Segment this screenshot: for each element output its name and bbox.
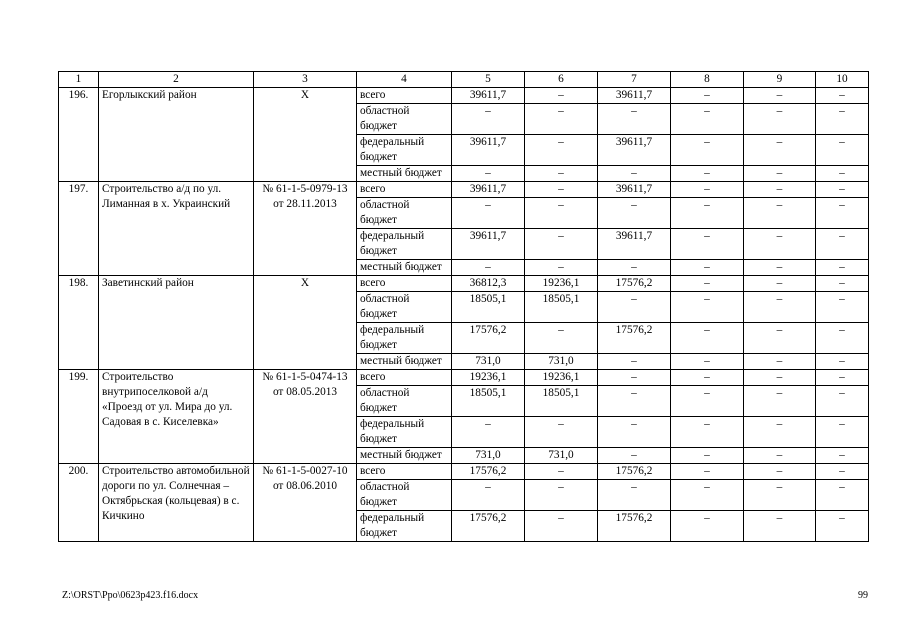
value-cell: –: [816, 480, 869, 511]
value-cell: –: [816, 511, 869, 542]
header-cell: 6: [525, 72, 598, 88]
value-cell: –: [744, 480, 816, 511]
value-cell: –: [525, 198, 598, 229]
header-row: [59, 72, 869, 88]
value-cell: –: [744, 417, 816, 448]
value-cell: 731,0: [452, 448, 525, 464]
value-cell: –: [525, 323, 598, 354]
value-cell: –: [598, 260, 671, 276]
funding-type: областной бюджет: [357, 480, 452, 511]
value-cell: –: [816, 260, 869, 276]
value-cell: –: [598, 104, 671, 135]
value-cell: 39611,7: [452, 229, 525, 260]
funding-type: всего: [357, 464, 452, 480]
value-cell: –: [816, 104, 869, 135]
value-cell: –: [452, 198, 525, 229]
value-cell: –: [525, 182, 598, 198]
funding-type: федеральный бюджет: [357, 229, 452, 260]
entry-document: № 61-1-5-0474-13 от 08.05.2013: [254, 370, 357, 464]
value-cell: 17576,2: [452, 464, 525, 480]
value-cell: –: [744, 511, 816, 542]
value-cell: –: [452, 104, 525, 135]
value-cell: –: [452, 480, 525, 511]
value-cell: –: [744, 166, 816, 182]
value-cell: –: [598, 354, 671, 370]
value-cell: –: [744, 276, 816, 292]
value-cell: –: [671, 182, 744, 198]
funding-type: местный бюджет: [357, 354, 452, 370]
value-cell: –: [816, 354, 869, 370]
value-cell: –: [525, 166, 598, 182]
value-cell: –: [671, 292, 744, 323]
funding-type: областной бюджет: [357, 104, 452, 135]
value-cell: 17576,2: [452, 511, 525, 542]
value-cell: –: [816, 229, 869, 260]
funding-type: всего: [357, 276, 452, 292]
value-cell: 39611,7: [452, 135, 525, 166]
value-cell: –: [671, 448, 744, 464]
value-cell: –: [452, 417, 525, 448]
funding-type: всего: [357, 182, 452, 198]
header-cell: 4: [357, 72, 452, 88]
header-cell: 9: [744, 72, 816, 88]
value-cell: 17576,2: [598, 323, 671, 354]
funding-type: местный бюджет: [357, 260, 452, 276]
value-cell: –: [671, 417, 744, 448]
value-cell: –: [671, 104, 744, 135]
header-cell: 8: [671, 72, 744, 88]
value-cell: –: [452, 260, 525, 276]
page-number: 99: [858, 590, 868, 601]
entry-name: Заветинский район: [99, 276, 254, 370]
funding-type: областной бюджет: [357, 386, 452, 417]
value-cell: –: [671, 323, 744, 354]
value-cell: –: [744, 229, 816, 260]
value-cell: –: [744, 135, 816, 166]
value-cell: –: [744, 370, 816, 386]
funding-type: всего: [357, 88, 452, 104]
value-cell: –: [744, 354, 816, 370]
value-cell: 19236,1: [525, 370, 598, 386]
value-cell: –: [671, 88, 744, 104]
funding-type: местный бюджет: [357, 166, 452, 182]
table-row: [59, 88, 869, 104]
funding-type: федеральный бюджет: [357, 417, 452, 448]
footer-file-path: Z:\ORST\Ppo\0623p423.f16.docx: [62, 590, 199, 601]
funding-type: федеральный бюджет: [357, 135, 452, 166]
value-cell: 18505,1: [452, 292, 525, 323]
budget-table: [58, 71, 869, 542]
value-cell: 17576,2: [452, 323, 525, 354]
value-cell: 39611,7: [598, 182, 671, 198]
value-cell: –: [816, 464, 869, 480]
value-cell: –: [671, 370, 744, 386]
value-cell: 39611,7: [452, 182, 525, 198]
value-cell: –: [671, 260, 744, 276]
funding-type: всего: [357, 370, 452, 386]
table-row: [59, 276, 869, 292]
funding-type: федеральный бюджет: [357, 323, 452, 354]
value-cell: –: [598, 480, 671, 511]
entry-name: Строительство автомобильной дороги по ул. Солнечная – Октябрьская (кольцевая) в с. Кичкино: [99, 464, 254, 542]
value-cell: –: [598, 292, 671, 323]
funding-type: местный бюджет: [357, 448, 452, 464]
value-cell: –: [525, 88, 598, 104]
value-cell: 17576,2: [598, 464, 671, 480]
value-cell: –: [816, 198, 869, 229]
value-cell: –: [525, 480, 598, 511]
value-cell: –: [525, 260, 598, 276]
value-cell: –: [525, 135, 598, 166]
value-cell: 731,0: [452, 354, 525, 370]
entry-document: X: [254, 88, 357, 182]
table-row: [59, 182, 869, 198]
value-cell: 36812,3: [452, 276, 525, 292]
header-cell: 5: [452, 72, 525, 88]
entry-number: 196.: [59, 88, 99, 182]
value-cell: –: [598, 198, 671, 229]
value-cell: –: [525, 511, 598, 542]
value-cell: –: [525, 417, 598, 448]
value-cell: –: [744, 198, 816, 229]
value-cell: –: [744, 292, 816, 323]
entry-name: Строительство внутрипоселковой а/д «Проезд от ул. Мира до ул. Садовая в с. Киселевка»: [99, 370, 254, 464]
header-cell: 10: [816, 72, 869, 88]
value-cell: –: [671, 386, 744, 417]
value-cell: 39611,7: [598, 135, 671, 166]
value-cell: –: [744, 323, 816, 354]
value-cell: –: [744, 104, 816, 135]
value-cell: –: [598, 166, 671, 182]
value-cell: –: [598, 417, 671, 448]
value-cell: –: [816, 88, 869, 104]
value-cell: 18505,1: [525, 386, 598, 417]
funding-type: федеральный бюджет: [357, 511, 452, 542]
value-cell: 39611,7: [598, 229, 671, 260]
value-cell: –: [671, 354, 744, 370]
header-cell: 1: [59, 72, 99, 88]
value-cell: –: [816, 276, 869, 292]
entry-name: Строительство а/д по ул. Лиманная в х. Украинский: [99, 182, 254, 276]
entry-number: 199.: [59, 370, 99, 464]
value-cell: –: [816, 448, 869, 464]
entry-document: № 61-1-5-0027-10 от 08.06.2010: [254, 464, 357, 542]
funding-type: областной бюджет: [357, 292, 452, 323]
value-cell: 731,0: [525, 448, 598, 464]
value-cell: –: [816, 182, 869, 198]
value-cell: 39611,7: [452, 88, 525, 104]
value-cell: –: [671, 229, 744, 260]
header-cell: 7: [598, 72, 671, 88]
value-cell: –: [816, 166, 869, 182]
value-cell: –: [671, 464, 744, 480]
value-cell: –: [525, 229, 598, 260]
value-cell: –: [452, 166, 525, 182]
value-cell: –: [744, 464, 816, 480]
value-cell: –: [744, 88, 816, 104]
table-row: [59, 464, 869, 480]
value-cell: 731,0: [525, 354, 598, 370]
value-cell: –: [816, 135, 869, 166]
value-cell: –: [598, 370, 671, 386]
value-cell: 19236,1: [525, 276, 598, 292]
value-cell: –: [816, 292, 869, 323]
value-cell: –: [525, 104, 598, 135]
value-cell: –: [816, 386, 869, 417]
value-cell: –: [598, 448, 671, 464]
entry-document: X: [254, 276, 357, 370]
value-cell: –: [671, 198, 744, 229]
value-cell: –: [744, 386, 816, 417]
value-cell: 17576,2: [598, 511, 671, 542]
value-cell: –: [671, 135, 744, 166]
value-cell: –: [744, 448, 816, 464]
entry-number: 200.: [59, 464, 99, 542]
value-cell: 19236,1: [452, 370, 525, 386]
value-cell: 39611,7: [598, 88, 671, 104]
value-cell: –: [816, 323, 869, 354]
entry-number: 198.: [59, 276, 99, 370]
funding-type: областной бюджет: [357, 198, 452, 229]
value-cell: –: [744, 182, 816, 198]
value-cell: –: [525, 464, 598, 480]
entry-number: 197.: [59, 182, 99, 276]
value-cell: 18505,1: [525, 292, 598, 323]
value-cell: 18505,1: [452, 386, 525, 417]
entry-name: Егорлыкский район: [99, 88, 254, 182]
value-cell: –: [671, 276, 744, 292]
value-cell: 17576,2: [598, 276, 671, 292]
header-cell: 3: [254, 72, 357, 88]
value-cell: –: [598, 386, 671, 417]
value-cell: –: [816, 417, 869, 448]
value-cell: –: [671, 480, 744, 511]
entry-document: № 61-1-5-0979-13 от 28.11.2013: [254, 182, 357, 276]
value-cell: –: [744, 260, 816, 276]
value-cell: –: [671, 511, 744, 542]
table-row: [59, 370, 869, 386]
value-cell: –: [671, 166, 744, 182]
value-cell: –: [816, 370, 869, 386]
header-cell: 2: [99, 72, 254, 88]
